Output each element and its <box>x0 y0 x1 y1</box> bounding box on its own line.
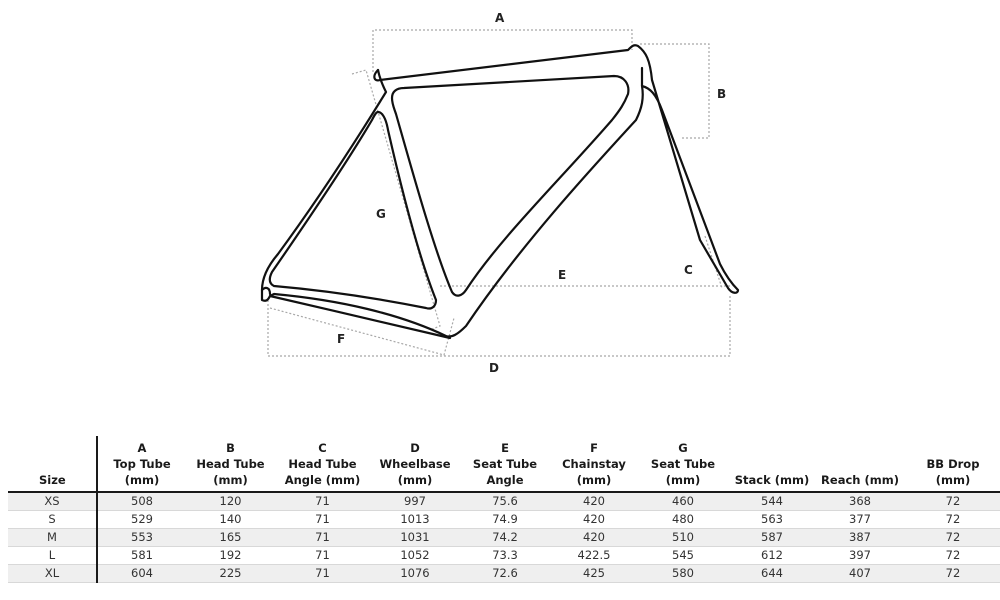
cell-seat-tube: 460 <box>638 492 728 511</box>
cell-bb-drop: 72 <box>904 492 1000 511</box>
cell-size: L <box>8 547 97 565</box>
cell-bb-drop: 72 <box>904 529 1000 547</box>
table-row <box>8 511 1000 529</box>
header-wheelbase: D Wheelbase (mm) <box>379 441 451 487</box>
cell-seat-tube-angle: 72.6 <box>460 565 550 583</box>
header-head-tube-angle: C Head Tube Angle (mm) <box>284 441 361 487</box>
dim-label-f: F <box>337 332 346 346</box>
cell-stack: 644 <box>728 565 816 583</box>
header-seat-tube-angle: E Seat Tube Angle <box>472 441 538 487</box>
cell-reach: 397 <box>816 547 904 565</box>
frame-inner-left-path <box>270 112 436 309</box>
cell-reach: 387 <box>816 529 904 547</box>
cell-top-tube: 508 <box>97 492 186 511</box>
cell-wheelbase: 1031 <box>370 529 460 547</box>
header-chainstay: F Chainstay (mm) <box>562 441 626 487</box>
cell-head-tube: 120 <box>186 492 275 511</box>
table-row <box>8 547 1000 565</box>
cell-wheelbase: 997 <box>370 492 460 511</box>
cell-top-tube: 581 <box>97 547 186 565</box>
cell-size: XS <box>8 492 97 511</box>
cell-chainstay: 422.5 <box>550 547 638 565</box>
table-header-row <box>8 436 1000 492</box>
cell-top-tube: 604 <box>97 565 186 583</box>
header-seat-tube: G Seat Tube (mm) <box>650 441 716 487</box>
header-reach: Reach (mm) <box>821 473 899 487</box>
cell-bb-drop: 72 <box>904 511 1000 529</box>
cell-head-tube-angle: 71 <box>275 529 370 547</box>
cell-stack: 563 <box>728 511 816 529</box>
table-row <box>8 529 1000 547</box>
cell-size: S <box>8 511 97 529</box>
header-top-tube: A Top Tube (mm) <box>113 441 171 487</box>
dim-label-b: B <box>717 87 727 101</box>
frame-inner-right-path <box>392 76 628 296</box>
cell-head-tube-angle: 71 <box>275 547 370 565</box>
cell-head-tube: 225 <box>186 565 275 583</box>
cell-seat-tube-angle: 75.6 <box>460 492 550 511</box>
dim-g-guide <box>352 70 440 330</box>
cell-head-tube: 165 <box>186 529 275 547</box>
cell-head-tube-angle: 71 <box>275 565 370 583</box>
dim-label-a: A <box>495 11 505 25</box>
cell-head-tube: 192 <box>186 547 275 565</box>
cell-stack: 587 <box>728 529 816 547</box>
cell-wheelbase: 1013 <box>370 511 460 529</box>
cell-wheelbase: 1052 <box>370 547 460 565</box>
cell-stack: 544 <box>728 492 816 511</box>
cell-head-tube-angle: 71 <box>275 511 370 529</box>
dimension-guides <box>268 30 730 356</box>
cell-stack: 612 <box>728 547 816 565</box>
cell-bb-drop: 72 <box>904 565 1000 583</box>
header-stack: Stack (mm) <box>734 473 810 487</box>
cell-chainstay: 420 <box>550 529 638 547</box>
frame-outline <box>262 45 738 338</box>
cell-seat-tube: 480 <box>638 511 728 529</box>
frame-outer-path <box>374 45 738 293</box>
header-size: Size <box>8 436 97 492</box>
cell-seat-tube-angle: 74.9 <box>460 511 550 529</box>
cell-seat-tube-angle: 74.2 <box>460 529 550 547</box>
cell-seat-tube: 545 <box>638 547 728 565</box>
cell-top-tube: 529 <box>97 511 186 529</box>
dim-label-g: G <box>376 207 386 221</box>
dim-label-d: D <box>489 361 499 375</box>
cell-seat-tube: 580 <box>638 565 728 583</box>
table-body <box>8 492 1000 583</box>
cell-reach: 407 <box>816 565 904 583</box>
header-bb-drop: BB Drop (mm) <box>926 457 980 487</box>
cell-chainstay: 425 <box>550 565 638 583</box>
cell-head-tube: 140 <box>186 511 275 529</box>
cell-bb-drop: 72 <box>904 547 1000 565</box>
cell-top-tube: 553 <box>97 529 186 547</box>
geometry-table <box>8 436 1000 583</box>
cell-wheelbase: 1076 <box>370 565 460 583</box>
rear-dropout-path <box>262 288 270 294</box>
dim-label-c: C <box>684 263 693 277</box>
cell-size: XL <box>8 565 97 583</box>
table-row <box>8 492 1000 511</box>
cell-size: M <box>8 529 97 547</box>
cell-head-tube-angle: 71 <box>275 492 370 511</box>
cell-chainstay: 420 <box>550 511 638 529</box>
table-row <box>8 565 1000 583</box>
cell-reach: 368 <box>816 492 904 511</box>
dim-label-e: E <box>558 268 567 282</box>
cell-seat-tube-angle: 73.3 <box>460 547 550 565</box>
cell-reach: 377 <box>816 511 904 529</box>
header-head-tube: B Head Tube (mm) <box>196 441 265 487</box>
cell-seat-tube: 510 <box>638 529 728 547</box>
cell-chainstay: 420 <box>550 492 638 511</box>
